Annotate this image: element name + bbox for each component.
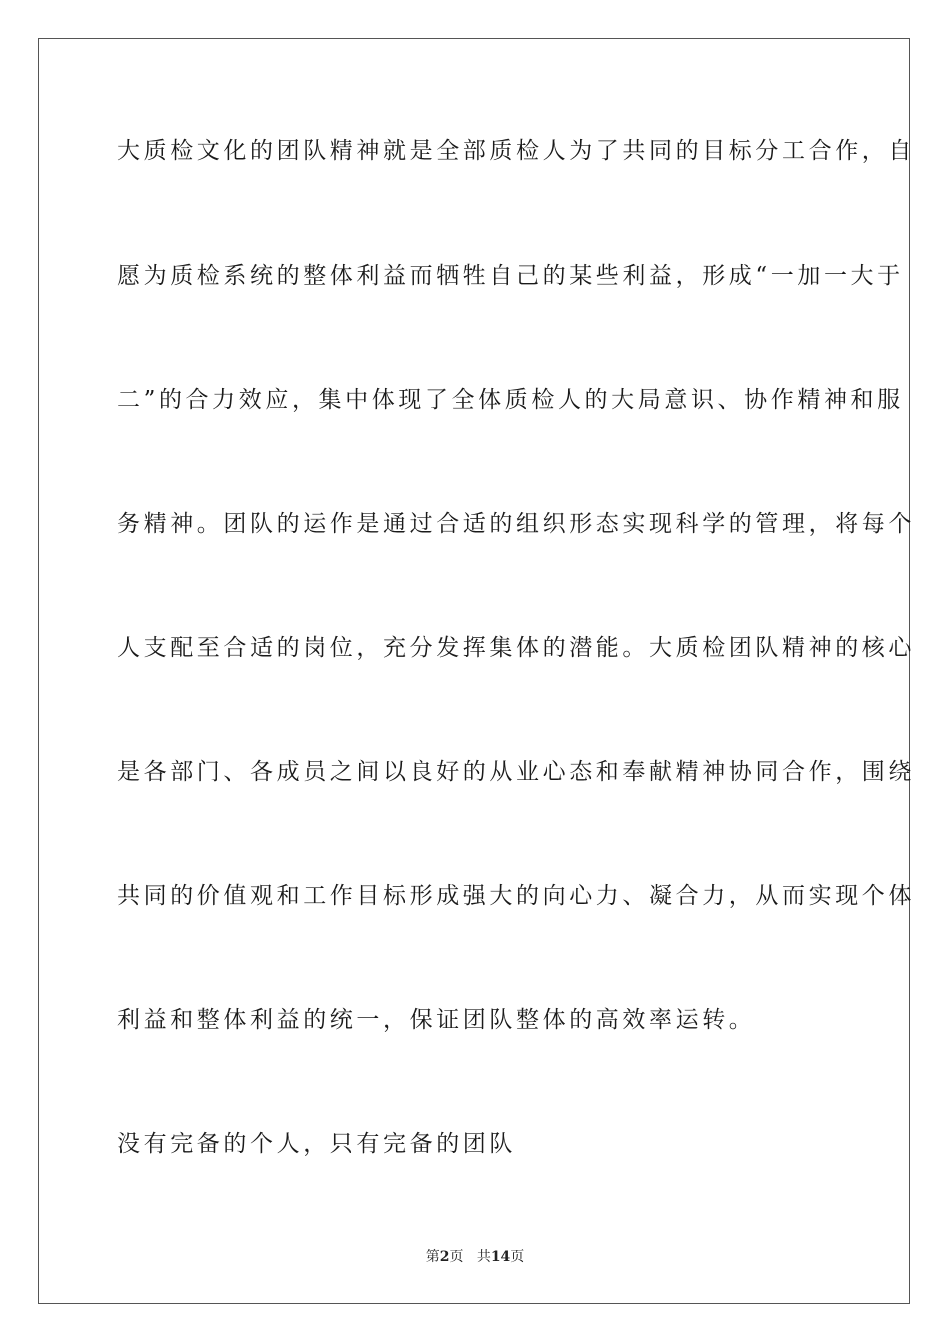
page-footer xyxy=(0,1246,950,1266)
body-text-line: 务精神。团队的运作是通过合适的组织形态实现科学的管理，将每个 xyxy=(117,511,915,537)
body-text-line: 利益和整体利益的统一，保证团队整体的高效率运转。 xyxy=(117,1007,756,1033)
body-text-line: 是各部门、各成员之间以良好的从业心态和奉献精神协同合作，围绕 xyxy=(117,759,915,785)
total-pages: 14 xyxy=(490,1249,511,1265)
page-number: 2 xyxy=(439,1249,450,1265)
page-suffix: 页 xyxy=(449,1249,464,1265)
page-border xyxy=(38,38,910,1304)
total-prefix: 共 xyxy=(476,1249,491,1265)
body-text-line: 二”的合力效应，集中体现了全体质检人的大局意识、协作精神和服 xyxy=(117,387,904,413)
body-text-line: 人支配至合适的岗位，充分发挥集体的潜能。大质检团队精神的核心 xyxy=(117,635,915,661)
body-text-line: 愿为质检系统的整体利益而牺牲自己的某些利益，形成“一加一大于 xyxy=(117,263,904,289)
section-heading: 没有完备的个人，只有完备的团队 xyxy=(117,1131,516,1157)
body-text-line: 共同的价值观和工作目标形成强大的向心力、凝合力，从而实现个体 xyxy=(117,883,915,909)
page-prefix: 第 xyxy=(425,1249,440,1265)
body-text-line: 大质检文化的团队精神就是全部质检人为了共同的目标分工合作，自 xyxy=(117,138,915,164)
total-suffix: 页 xyxy=(510,1249,525,1265)
